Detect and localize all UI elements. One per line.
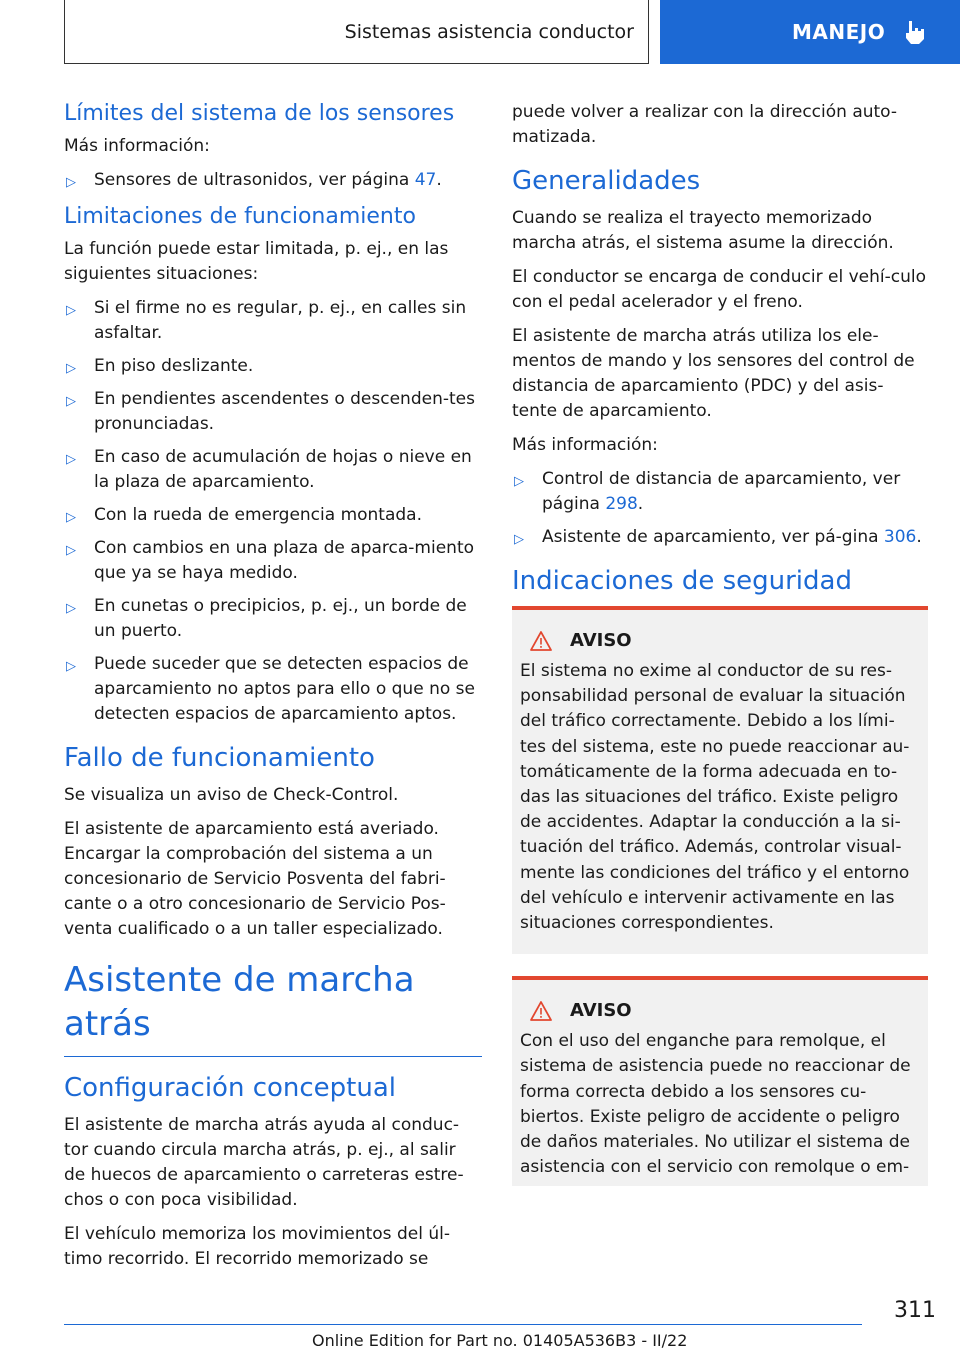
triangle-bullet-icon: ▷ bbox=[514, 532, 524, 547]
warning-text: El sistema no exime al conductor de su res-ponsabilidad personal de evaluar la situación del tráfico correctamente. Debido a los lími-tes del sistema, este no puede reaccionar au-tomáticamente de la forma adecuada en to-das las situaciones del tráfico. Existe peligro de accidentes. Adaptar la conducción a la si-tuación del tráfico. Además, controlar visual-mente las condiciones del tráfico y el entorno del vehículo e intervenir activamente en las situaciones correspondientes. bbox=[520, 661, 910, 934]
warning-text: Con el uso del enganche para remolque, el sistema de asistencia puede no reaccionar de forma correcta debido a los sensores cu-biertos. Existe peligro de accidente o peligro de daños materiales. No utilizar el sistema de asistencia con el servicio con remolque o em- bbox=[520, 1031, 911, 1178]
heading-limites: Límites del sistema de los sensores bbox=[64, 101, 455, 126]
heading-configuracion: Configuración conceptual bbox=[64, 1073, 396, 1103]
header-section-title: Sistemas asistencia conductor bbox=[344, 20, 634, 43]
triangle-bullet-icon: ▷ bbox=[66, 361, 76, 376]
heading-limitaciones: Limitaciones de funcionamiento bbox=[64, 204, 416, 229]
warning-box-2 bbox=[512, 976, 928, 1186]
warning-title: AVISO bbox=[570, 630, 632, 651]
triangle-bullet-icon: ▷ bbox=[66, 659, 76, 674]
config-paragraph-1: El asistente de marcha atrás ayuda al conduc-tor cuando circula marcha atrás, p. ej., al salir de huecos de aparcamiento o carreteras estre-chos o con poca visibilidad. bbox=[64, 1115, 464, 1210]
list-item: ▷ Con cambios en una plaza de aparca-miento que ya se haya medido. bbox=[66, 538, 475, 583]
triangle-bullet-icon: ▷ bbox=[66, 601, 76, 616]
generalidades-paragraph-1: Cuando se realiza el trayecto memorizado marcha atrás, el sistema asume la dirección. bbox=[512, 208, 894, 253]
fallo-paragraph-1: Se visualiza un aviso de Check-Control. bbox=[64, 785, 399, 805]
generalidades-paragraph-2: El conductor se encarga de conducir el vehí-culo con el pedal acelerador y el freno. bbox=[512, 267, 926, 312]
list-item: ▷ En pendientes ascendentes o descenden-tes pronunciadas. bbox=[66, 389, 475, 434]
list-item: ▷ Puede suceder que se detecten espacios de aparcamiento no aptos para ello o que no se detecten espacios de aparcamiento aptos. bbox=[66, 654, 475, 724]
list-item: ▷ En caso de acumulación de hojas o nieve en la plaza de aparcamiento. bbox=[66, 447, 472, 492]
triangle-bullet-icon: ▷ bbox=[66, 303, 76, 318]
header-chapter-tab bbox=[660, 0, 960, 64]
generalidades-paragraph-3: El asistente de marcha atrás utiliza los ele-mentos de mando y los sensores del control de distancia de aparcamiento (PDC) y del asis-tente de aparcamiento. bbox=[512, 326, 915, 421]
list-item: ▷ Con la rueda de emergencia montada. bbox=[64, 503, 482, 528]
left-column bbox=[64, 100, 482, 1281]
steering-hand-icon bbox=[903, 19, 925, 45]
header-section-box bbox=[64, 0, 649, 64]
mas-info-label: Más información: bbox=[64, 136, 210, 156]
list-item: ▷ En piso deslizante. bbox=[64, 354, 482, 379]
header-chapter-title: MANEJO bbox=[792, 20, 886, 44]
triangle-bullet-icon: ▷ bbox=[514, 474, 524, 489]
footer-edition: Online Edition for Part no. 01405A536B3 - II/22 bbox=[312, 1331, 688, 1350]
heading-seguridad: Indicaciones de seguridad bbox=[512, 566, 852, 596]
limitaciones-list bbox=[64, 296, 482, 727]
page-link-298[interactable]: 298 bbox=[605, 494, 638, 514]
limitaciones-intro: La función puede estar limitada, p. ej., en las siguientes situaciones: bbox=[64, 239, 449, 284]
sensores-list bbox=[64, 168, 482, 193]
heading-fallo: Fallo de funcionamiento bbox=[64, 743, 375, 773]
list-item: ▷ Control de distancia de aparcamiento, ver página 298. bbox=[514, 469, 901, 514]
page-number: 311 bbox=[894, 1298, 936, 1323]
referencias-list bbox=[512, 467, 927, 550]
warning-title: AVISO bbox=[570, 1000, 632, 1022]
config-paragraph-2: El vehículo memoriza los movimientos del úl-timo recorrido. El recorrido memorizado se bbox=[64, 1224, 450, 1269]
page-link-47[interactable]: 47 bbox=[414, 170, 437, 190]
footer-divider bbox=[64, 1324, 862, 1325]
warning-triangle-icon bbox=[530, 1001, 552, 1021]
triangle-bullet-icon: ▷ bbox=[66, 510, 76, 525]
page-link-306[interactable]: 306 bbox=[883, 527, 917, 547]
triangle-bullet-icon: ▷ bbox=[66, 543, 76, 558]
warning-header bbox=[530, 1000, 920, 1021]
triangle-bullet-icon: ▷ bbox=[66, 452, 76, 467]
fallo-paragraph-2: El asistente de aparcamiento está averiado. Encargar la comprobación del sistema a un concesionario de Servicio Posventa del fabri-cante o a otro concesionario de Servicio Pos-venta cualificado o a un taller especializado. bbox=[64, 819, 446, 939]
list-item: ▷ En cunetas o precipicios, p. ej., un borde de un puerto. bbox=[66, 596, 467, 641]
list-item: ▷ Sensores de ultrasonidos, ver página 47. bbox=[64, 168, 482, 193]
right-column bbox=[512, 100, 927, 1208]
mas-info-label: Más información: bbox=[512, 435, 658, 455]
heading-generalidades: Generalidades bbox=[512, 166, 701, 196]
triangle-bullet-icon: ▷ bbox=[66, 394, 76, 409]
warning-box-1 bbox=[512, 606, 928, 954]
triangle-bullet-icon: ▷ bbox=[66, 175, 76, 190]
warning-triangle-icon bbox=[530, 631, 552, 651]
warning-header bbox=[530, 630, 920, 651]
continuation-paragraph: puede volver a realizar con la dirección auto-matizada. bbox=[512, 102, 898, 147]
list-item: ▷ Asistente de aparcamiento, ver pá-gina 306. bbox=[512, 525, 927, 550]
heading-asistente-marcha-atras: Asistente de marcha atrás bbox=[64, 958, 482, 1057]
list-item: ▷ Si el firme no es regular, p. ej., en calles sin asfaltar. bbox=[66, 298, 467, 343]
